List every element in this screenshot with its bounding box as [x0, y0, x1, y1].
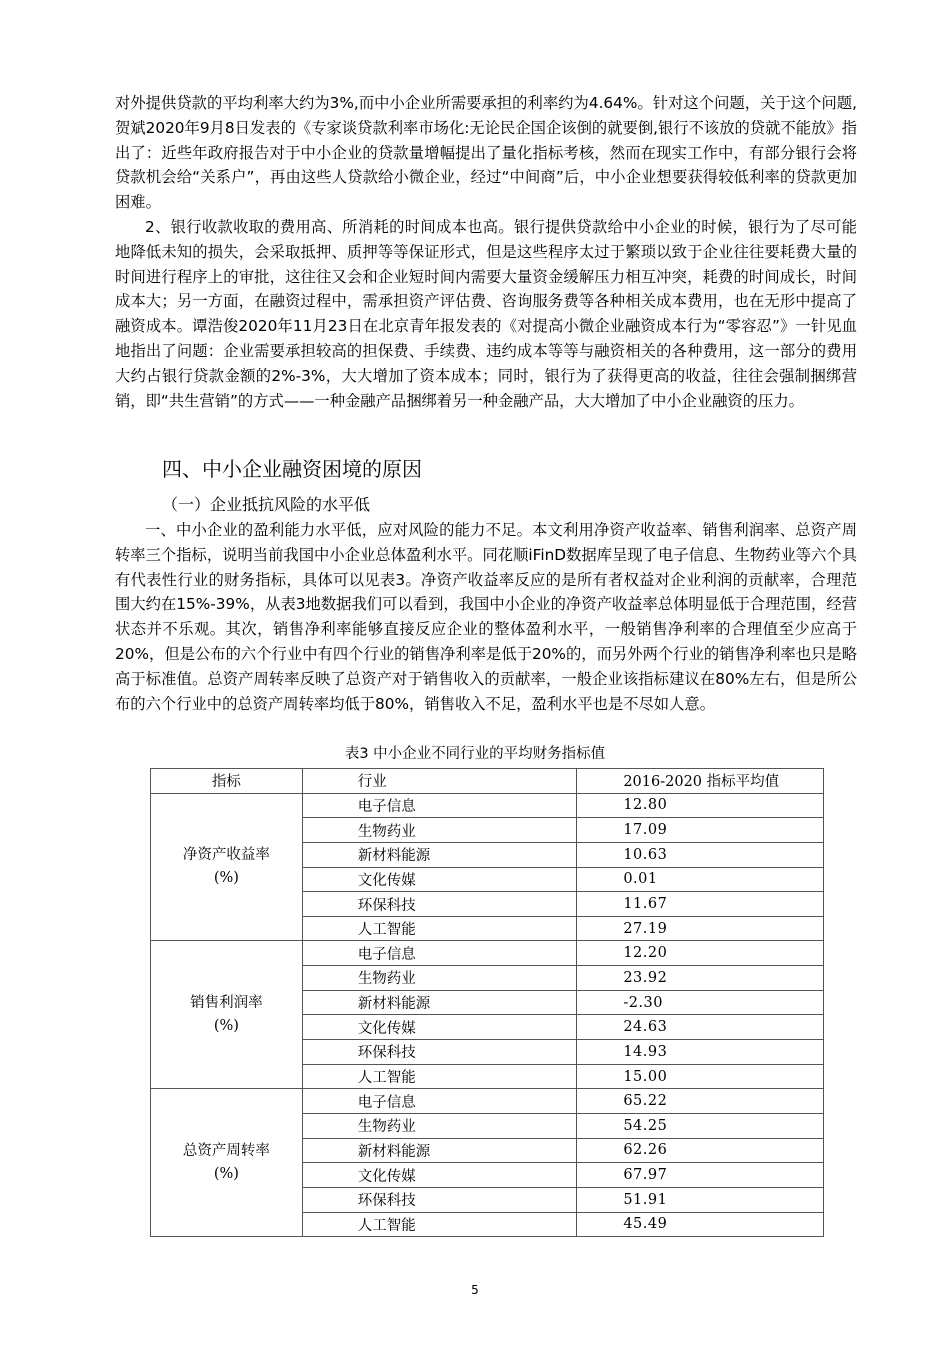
metric-cell: [151, 1089, 303, 1237]
value-cell: 27.19: [577, 916, 824, 941]
paragraph-interest-rate: 对外提供贷款的平均利率大约为3%,而中小企业所需要承担的利率约为4.64%。针对这个问题，关于这个问题,贺斌2020年9月8日发表的《专家谈贷款利率市场化:无论民企国企该倒的就要倒,银行不该放的贷就不能放》指出了：近些年政府报告对于中小企业的贷款量增幅提出了量化指标考核，然而在现实工作中，有部分银行会将贷款机会给“关系户”，再由这些人贷款给小微企业，经过“中间商”后，中小企业想要获得较低利率的贷款更加困难。: [115, 94, 857, 212]
header-average-value: 2016-2020 指标平均值: [577, 769, 824, 794]
sector-cell: 新材料能源: [302, 842, 577, 867]
value-cell: 62.26: [577, 1138, 824, 1163]
table-header-row: [151, 769, 824, 794]
sector-cell: 环保科技: [302, 1187, 577, 1212]
sector-cell: 生物药业: [302, 818, 577, 843]
table-row: [151, 1089, 824, 1114]
metric-unit: (%): [213, 1017, 239, 1034]
value-cell: 11.67: [577, 892, 824, 917]
sector-cell: 新材料能源: [302, 1138, 577, 1163]
value-cell: 15.00: [577, 1064, 824, 1089]
table-caption: 表3 中小企业不同行业的平均财务指标值: [344, 746, 606, 762]
body-text-analysis: [115, 518, 857, 716]
sector-cell: 生物药业: [302, 1113, 577, 1138]
sector-cell: 生物药业: [302, 966, 577, 991]
section-heading: 四、中小企业融资困境的原因: [162, 457, 422, 481]
value-cell: 23.92: [577, 966, 824, 991]
value-cell: 14.93: [577, 1040, 824, 1065]
value-cell: 10.63: [577, 842, 824, 867]
sector-cell: 电子信息: [302, 793, 577, 818]
financial-indicators-table: [150, 768, 824, 1237]
sector-cell: 文化传媒: [302, 1163, 577, 1188]
subsection-heading: （一）企业抵抗风险的水平低: [162, 495, 371, 514]
sector-cell: 新材料能源: [302, 990, 577, 1015]
body-text-top: [115, 91, 857, 413]
paragraph-bank-fees: 2、银行收款收取的费用高、所消耗的时间成本也高。银行提供贷款给中小企业的时候，银行为了尽可能地降低未知的损失，会采取抵押、质押等等保证形式，但是这些程序太过于繁琐以致于企业往往要耗费大量的时间进行程序上的审批，这往往又会和企业短时间内需要大量资金缓解压力相互冲突，耗费的时间成长，时间成本大；另一方面，在融资过程中，需承担资产评估费、咨询服务费等各种相关成本费用，也在无形中提高了融资成本。谭浩俊2020年11月23日在北京青年报发表的《对提高小微企业融资成本行为“零容忍”》一针见血地指出了问题：企业需要承担较高的担保费、手续费、违约成本等等与融资相关的各种费用，这一部分的费用大约占银行贷款金额的2%-3%，大大增加了资本成本；同时，银行为了获得更高的收益，往往会强制捆绑营销，即“共生营销”的方式——一种金融产品捆绑着另一种金融产品，大大增加了中小企业融资的压力。: [115, 217, 857, 410]
value-cell: 12.80: [577, 793, 824, 818]
value-cell: 67.97: [577, 1163, 824, 1188]
metric-name: 净资产收益率: [182, 847, 270, 864]
value-cell: 54.25: [577, 1113, 824, 1138]
sector-cell: 环保科技: [302, 892, 577, 917]
value-cell: 24.63: [577, 1015, 824, 1040]
header-indicator: 指标: [151, 769, 303, 794]
sector-cell: 环保科技: [302, 1040, 577, 1065]
table-row: [151, 793, 824, 818]
metric-name: 销售利润率: [190, 994, 263, 1011]
value-cell: -2.30: [577, 990, 824, 1015]
value-cell: 45.49: [577, 1212, 824, 1237]
sector-cell: 人工智能: [302, 1212, 577, 1237]
metric-unit: (%): [213, 1165, 239, 1182]
metric-cell: [151, 793, 303, 941]
value-cell: 65.22: [577, 1089, 824, 1114]
value-cell: 0.01: [577, 867, 824, 892]
value-cell: 17.09: [577, 818, 824, 843]
sector-cell: 人工智能: [302, 916, 577, 941]
sector-cell: 人工智能: [302, 1064, 577, 1089]
value-cell: 12.20: [577, 941, 824, 966]
sector-cell: 电子信息: [302, 941, 577, 966]
header-sector: 行业: [302, 769, 577, 794]
table-row: [151, 941, 824, 966]
value-cell: 51.91: [577, 1187, 824, 1212]
sector-cell: 文化传媒: [302, 867, 577, 892]
sector-cell: 文化传媒: [302, 1015, 577, 1040]
metric-name: 总资产周转率: [182, 1142, 270, 1159]
table-body: [151, 793, 824, 1237]
metric-cell: [151, 941, 303, 1089]
paragraph-profitability: 一、中小企业的盈利能力水平低，应对风险的能力不足。本文利用净资产收益率、销售利润率、总资产周转率三个指标，说明当前我国中小企业总体盈利水平。同花顺iFinD数据库呈现了电子信息、生物药业等六个具有代表性行业的财务指标，具体可以见表3。净资产收益率反应的是所有者权益对企业利润的贡献率，合理范围大约在15%-39%，从表3地数据我们可以看到，我国中小企业的净资产收益率总体明显低于合理范围，经营状态并不乐观。其次，销售净利率能够直接反应企业的整体盈利水平，一般销售净利率的合理值至少应高于20%，但是公布的六个行业中有四个行业的销售净利率是低于20%的，而另外两个行业的销售净利率也只是略高于标准值。总资产周转率反映了总资产对于销售收入的贡献率，一般企业该指标建议在80%左右，但是所公布的六个行业中的总资产周转率均低于80%，销售收入不足，盈利水平也是不尽如人意。: [115, 521, 857, 713]
page-number: 5: [471, 1283, 479, 1297]
sector-cell: 电子信息: [302, 1089, 577, 1114]
metric-unit: (%): [213, 870, 239, 887]
